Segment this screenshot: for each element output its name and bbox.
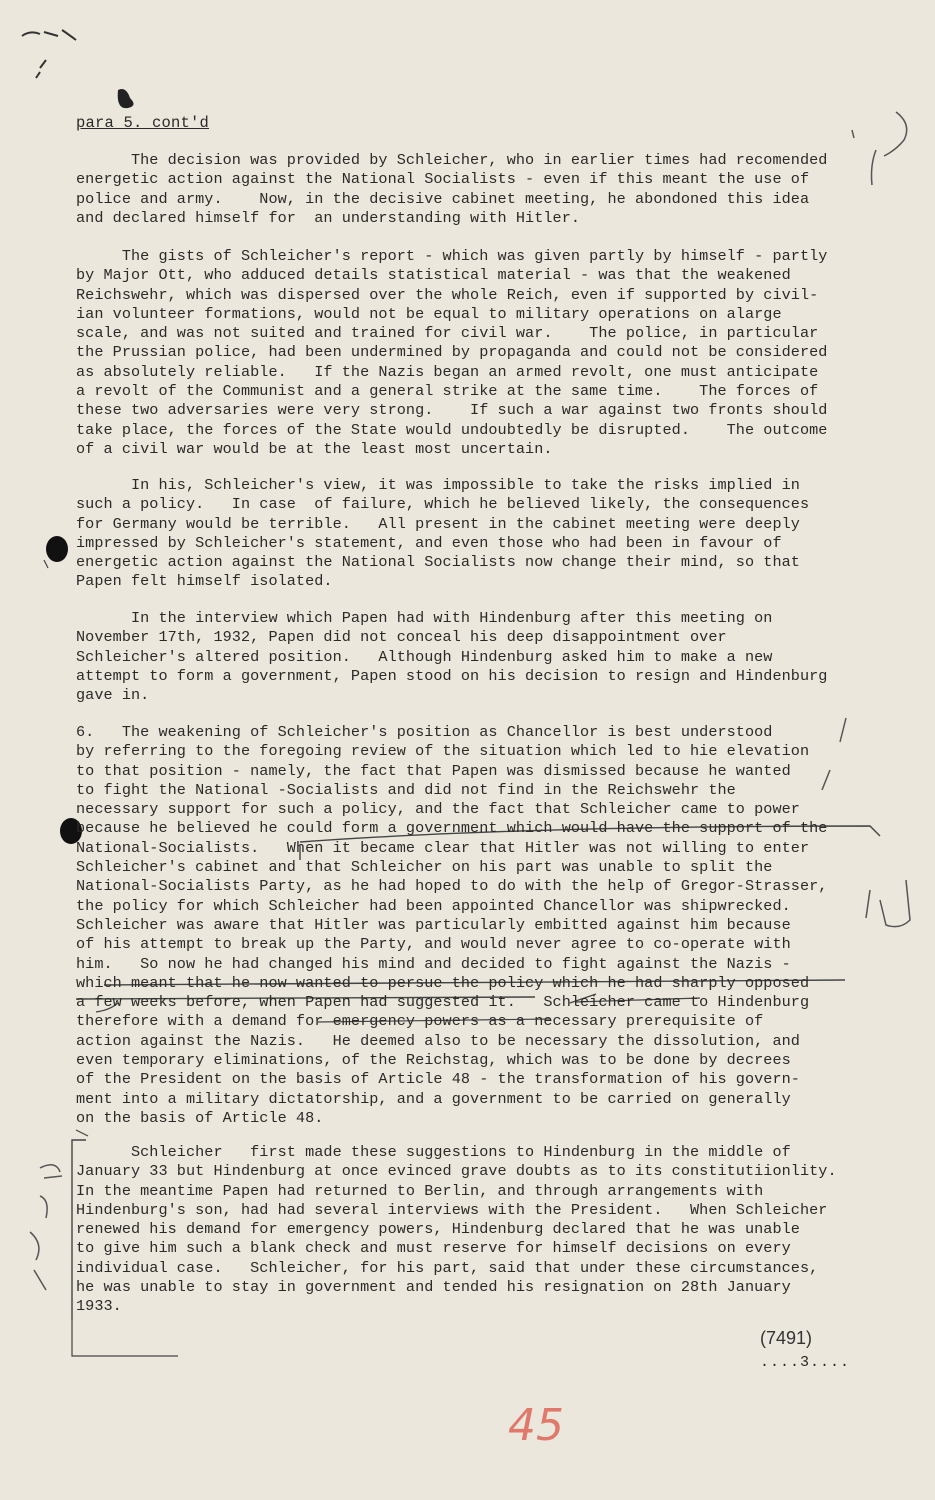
text-line: to give him such a blank check and must reserve for himself decisions on every [76, 1239, 791, 1258]
text-line: he was unable to stay in government and tended his resignation on 28th January [76, 1278, 791, 1297]
text-line: of the President on the basis of Article 48 - the transformation of his govern- [76, 1070, 800, 1089]
text-line: In the meantime Papen had returned to Berlin, and through arrangements with [76, 1181, 764, 1200]
text-line: The gists of Schleicher's report - which was given partly by himself - partly [76, 247, 828, 265]
text-line: energetic action against the National Socialists - even if this meant the use of [76, 170, 810, 189]
text-line: November 17th, 1932, Papen did not conceal his deep disappointment over [76, 628, 727, 647]
text-line: 1933. [76, 1297, 122, 1316]
text-line: National-Socialists. When it became clear that Hitler was not willing to enter [76, 838, 810, 857]
text-line: him. So now he had changed his mind and decided to fight against the Nazis - [76, 954, 791, 973]
text-line: Schleicher first made these suggestions to Hindenburg in the middle of [76, 1143, 791, 1161]
paragraph [76, 151, 876, 228]
text-line: on the basis of Article 48. [76, 1108, 324, 1127]
text-line: Hindenburg's son, had had several interviews with the President. When Schleicher [76, 1200, 828, 1219]
text-line: take place, the forces of the State would undoubtedly be disrupted. The outcome [76, 420, 828, 439]
text-line: necessary support for such a policy, and the fact that Schleicher came to power [76, 800, 800, 819]
text-line: as absolutely reliable. If the Nazis began an armed revolt, one must anticipate [76, 362, 819, 381]
text-line: Schleicher's cabinet and that Schleicher on his part was unable to split the [76, 858, 773, 877]
text-line: 6. The weakening of Schleicher's position as Chancellor is best understood [76, 723, 773, 741]
text-line: action against the Nazis. He deemed also to be necessary the dissolution, and [76, 1031, 800, 1050]
text-line: because he believed he could form a government which would have the support of the [76, 819, 828, 838]
paragraph [76, 247, 876, 459]
section-heading: para 5. cont'd [76, 114, 210, 132]
text-line: individual case. Schleicher, for his part, said that under these circumstances, [76, 1258, 819, 1277]
text-line: these two adversaries were very strong. If such a war against two fronts should [76, 401, 828, 420]
paragraph [76, 476, 876, 592]
text-line: Schleicher was aware that Hitler was particularly embitted against him because [76, 915, 791, 934]
paragraph [76, 723, 876, 1128]
text-line: Papen felt himself isolated. [76, 572, 333, 591]
text-line: Reichswehr, which was dispersed over the whole Reich, even if supported by civil- [76, 285, 819, 304]
text-line: the Prussian police, had been undermined by propaganda and could not be considered [76, 343, 828, 362]
paragraph [76, 609, 876, 705]
text-line: Schleicher's altered position. Although Hindenburg asked him to make a new [76, 647, 773, 666]
page-marker: ....3.... [760, 1354, 851, 1371]
text-line: to that position - namely, the fact that Papen was dismissed because he wanted [76, 761, 791, 780]
text-line: a revolt of the Communist and a general strike at the same time. The forces of [76, 382, 819, 401]
text-line: the policy for which Schleicher had been appointed Chancellor was shipwrecked. [76, 896, 791, 915]
handwritten-page-number: 45 [508, 1400, 564, 1451]
text-line: to fight the National -Socialists and did not find in the Reichswehr the [76, 780, 736, 799]
text-line: even temporary eliminations, of the Reichstag, which was to be done by decrees [76, 1051, 791, 1070]
text-line: gave in. [76, 686, 150, 705]
text-line: National-Socialists Party, as he had hoped to do with the help of Gregor-Strasser, [76, 877, 828, 896]
text-line: by Major Ott, who adduced details statistical material - was that the weakened [76, 266, 791, 285]
text-line: attempt to form a government, Papen stood on his decision to resign and Hindenburg [76, 666, 828, 685]
text-line: The decision was provided by Schleicher, who in earlier times had recomended [76, 151, 828, 169]
text-line: ian volunteer formations, would not be equal to military operations on alarge [76, 304, 782, 323]
text-line: such a policy. In case of failure, which he believed likely, the consequences [76, 495, 810, 514]
text-line: police and army. Now, in the decisive cabinet meeting, he abondoned this idea [76, 189, 810, 208]
text-line: and declared himself for an understanding with Hitler. [76, 208, 581, 227]
paragraph [76, 1143, 876, 1317]
text-line: In the interview which Papen had with Hindenburg after this meeting on [76, 609, 773, 627]
text-line: which meant that he now wanted to persue the policy which he had sharply opposed [76, 973, 810, 992]
text-line: for Germany would be terrible. All present in the cabinet meeting were deeply [76, 514, 800, 533]
reference-number: (7491) [760, 1328, 813, 1348]
punch-hole [46, 536, 68, 562]
text-line: by referring to the foregoing review of the situation which led to hie elevation [76, 742, 810, 761]
text-line: January 33 but Hindenburg at once evinced grave doubts as to its constitutiionlity. [76, 1162, 837, 1181]
text-line: of a civil war would be at the least most uncertain. [76, 439, 553, 458]
text-line: In his, Schleicher's view, it was impossible to take the risks implied in [76, 476, 800, 494]
text-line: therefore with a demand for emergency powers as a necessary prerequisite of [76, 1012, 764, 1031]
text-line: impressed by Schleicher's statement, and even those who had been in favour of [76, 533, 782, 552]
text-line: energetic action against the National Socialists now change their mind, so that [76, 553, 800, 572]
text-line: scale, and was not suited and trained for civil war. The police, in particular [76, 324, 819, 343]
text-line: renewed his demand for emergency powers, Hindenburg declared that he was unable [76, 1220, 800, 1239]
text-line: ment into a military dictatorship, and a government to be carried on generally [76, 1089, 791, 1108]
text-line: of his attempt to break up the Party, and would never agree to co-operate with [76, 935, 791, 954]
text-line: a few weeks before, when Papen had suggested it. Schleicher came to Hindenburg [76, 993, 810, 1012]
